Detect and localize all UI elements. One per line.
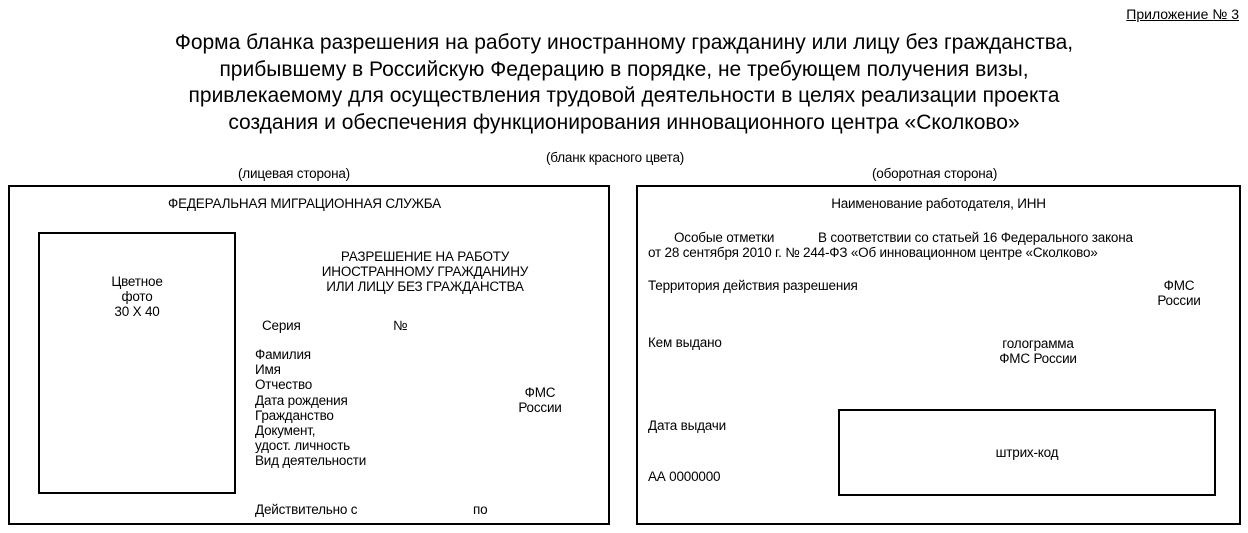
permit-heading-line: ИНОСТРАННОМУ ГРАЖДАНИНУ (321, 264, 529, 279)
number-label: № (393, 318, 408, 333)
serial-number: АА 0000000 (648, 469, 721, 484)
barcode-box (838, 409, 1216, 496)
front-caption: (лицевая сторона) (238, 166, 350, 181)
issue-date-label: Дата выдачи (648, 418, 726, 433)
color-note: (бланк красного цвета) (546, 150, 685, 165)
hologram-line: голограмма (1002, 336, 1074, 351)
title-line: прибывшему в Российскую Федерацию в порядке, не требующем получения визы, (219, 57, 1029, 81)
back-side-card (636, 185, 1241, 525)
field-label: Имя (255, 362, 281, 378)
territory-label: Территория действия разрешения (648, 278, 858, 293)
stamp-line: России (1157, 293, 1201, 308)
field-label: Отчество (255, 377, 313, 393)
field-label: удост. личность (255, 438, 351, 454)
agency-name: ФЕДЕРАЛЬНАЯ МИГРАЦИОННАЯ СЛУЖБА (168, 196, 441, 211)
law-reference-line: В соответствии со статьей 16 Федерального закона (818, 230, 1133, 245)
back-fms-stamp (1144, 278, 1214, 308)
title-line: создания и обеспечения функционирования инновационного центра «Сколково» (228, 110, 1020, 134)
appendix-label: Приложение № 3 (1126, 6, 1239, 22)
valid-to-label: по (473, 502, 488, 517)
photo-placeholder (38, 232, 236, 494)
field-label: Фамилия (255, 347, 311, 362)
photo-caption-line: фото (121, 289, 153, 304)
photo-caption-line: 30 X 40 (114, 304, 160, 319)
photo-caption-line: Цветное (111, 274, 163, 289)
field-label: Документ, (255, 423, 316, 439)
field-label: Дата рождения (255, 392, 348, 408)
personal-fields (255, 347, 366, 469)
stamp-line: ФМС (1163, 278, 1195, 293)
law-reference-line: от 28 сентября 2010 г. № 244-ФЗ «Об инновационном центре «Сколково» (648, 245, 1098, 260)
barcode-label: штрих-код (995, 445, 1059, 460)
photo-caption (40, 274, 234, 319)
back-caption: (оборотная сторона) (872, 166, 998, 181)
field-label: Вид деятельности (255, 453, 367, 469)
series-label: Серия (262, 318, 301, 333)
hologram-placeholder (978, 336, 1098, 366)
stamp-line: России (518, 400, 562, 415)
field-label: Гражданство (255, 407, 334, 423)
title-line: Форма бланка разрешения на работу иностранному гражданину или лицу без гражданства, (174, 31, 1074, 54)
valid-from-label: Действительно с (255, 502, 358, 517)
employer-label: Наименование работодателя, ИНН (831, 196, 1046, 211)
document-title (0, 30, 1248, 136)
front-side-card (8, 185, 610, 525)
permit-heading-line: РАЗРЕШЕНИЕ НА РАБОТУ (340, 249, 510, 264)
special-marks-label: Особые отметки (674, 230, 775, 245)
title-line: привлекаемому для осуществления трудовой деятельности в целях реализации проекта (188, 84, 1060, 107)
issued-by-label: Кем выдано (648, 335, 722, 350)
stamp-line: ФМС (524, 385, 556, 400)
front-fms-stamp (500, 385, 580, 415)
hologram-line: ФМС России (999, 351, 1077, 366)
permit-heading (300, 249, 550, 294)
permit-heading-line: ИЛИ ЛИЦУ БЕЗ ГРАЖДАНСТВА (326, 279, 524, 294)
